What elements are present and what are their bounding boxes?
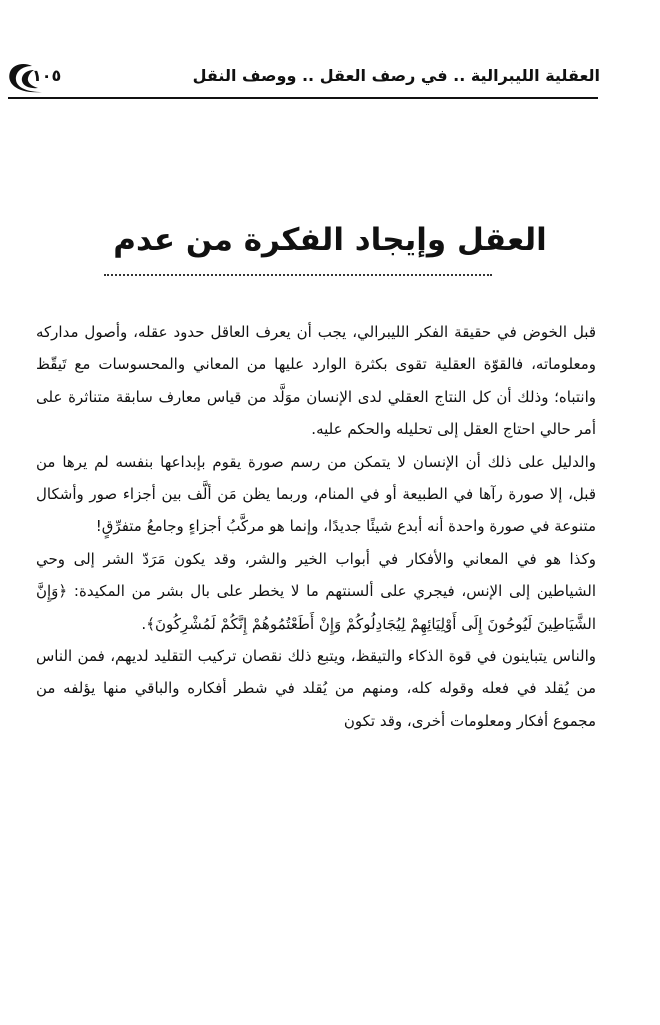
paragraph: والناس يتباينون في قوة الذكاء والتيقظ، ويتبع ذلك نقصان تركيب التقليد لديهم، فمن الناس من يُقلد في فعله وقوله كله، ومنهم من يُقلد في شطر أفكاره والباقي منها يؤلفه من مجموع أفكار ومعلومات أخرى، وقد تكون (36, 647, 596, 730)
running-title: العقلية الليبرالية .. في رصف العقل .. ووصف النقل (192, 66, 600, 85)
header-rule (8, 97, 598, 99)
body-text (36, 316, 596, 737)
quran-verse: ﴿وَإِنَّ الشَّيَاطِينَ لَيُوحُونَ إِلَى أَوْلِيَائِهِمْ لِيُجَادِلُوكُمْ وَإِنْ أَطَعْتُمُوهُمْ إِنَّكُمْ لَمُشْرِكُونَ﴾ (36, 582, 596, 633)
page-number: ١٠٥ (32, 66, 62, 85)
title-underline (104, 274, 492, 276)
paragraph-text: وكذا هو في المعاني والأفكار في أبواب الخير والشر، وقد يكون مَرَدّ الشر إلى وحي الشياطين إلى الإنس، فيجري على ألسنتهم ما لا يخطر على بال بشر من المكيدة: (36, 549, 596, 601)
paragraph: والدليل على ذلك أن الإنسان لا يتمكن من رسم صورة يقوم بإبداعها بنفسه لم يرها من قبل، إلا صورة رآها في الطبيعة أو في المنام، وربما يظن مَن ألَّف بين أجزاء صور وأشكال متنوعة في صورة واحدة أنه أبدع شيئًا جديدًا، وإنما هو مركَّبُ أجزاءٍ وجامعُ متفرِّقٍ! (36, 452, 596, 536)
paragraph-end: . (141, 614, 147, 633)
paragraph: قبل الخوض في حقيقة الفكر الليبرالي، يجب أن يعرف العاقل حدود عقله، وأصول مداركه ومعلوماته، فالقوّة العقلية تقوى بكثرة الوارد عليها من المعاني والمحسوسات مع تَيقّظ وانتباه؛ وذلك أن كل النتاج العقلي لدى الإنسان موَلَّد من قياس معارف سابقة متناثرة على أمر حالي احتاج العقل إلى تحليله والحكم عليه. (36, 323, 596, 439)
paragraph (36, 543, 596, 640)
chapter-title: العقل وإيجاد الفكرة من عدم (113, 222, 547, 258)
page-number-ornament-icon (4, 62, 46, 96)
page-header (0, 62, 600, 98)
